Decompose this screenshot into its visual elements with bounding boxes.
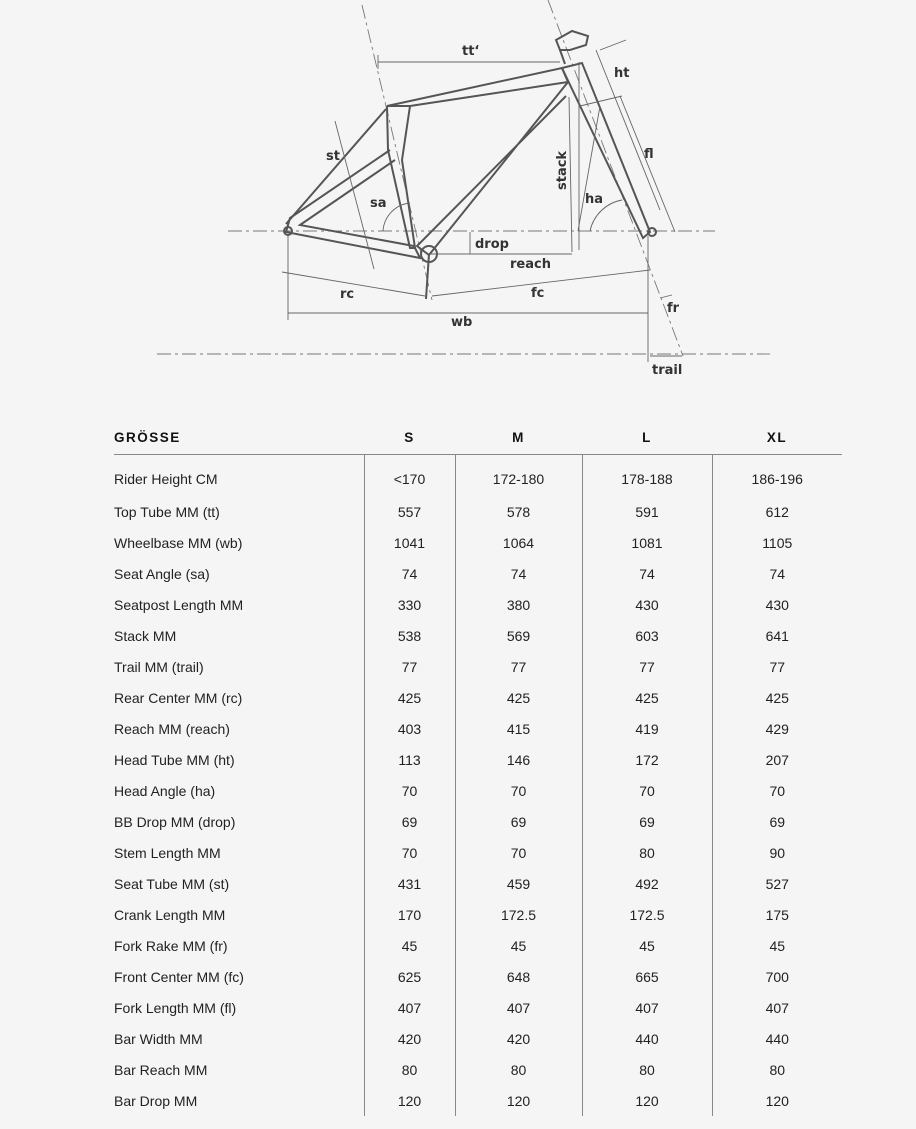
value-cell: 380 xyxy=(455,589,582,620)
row-label: Stem Length MM xyxy=(114,837,364,868)
value-cell: 591 xyxy=(582,496,712,527)
table-row xyxy=(114,744,842,775)
label-ht: ht xyxy=(614,66,630,81)
value-cell: 74 xyxy=(582,558,712,589)
table-row xyxy=(114,651,842,682)
table-row xyxy=(114,589,842,620)
value-cell: 74 xyxy=(769,565,786,582)
value-cell: 77 xyxy=(582,651,712,682)
value-cell: 440 xyxy=(765,1030,789,1047)
header-m: M xyxy=(455,420,582,455)
value-cell: 407 xyxy=(364,992,455,1023)
value-cell: 431 xyxy=(364,868,455,899)
header-l: L xyxy=(582,420,712,455)
table-row xyxy=(114,1054,842,1085)
value-cell: 80 xyxy=(582,837,712,868)
label-fl: fl xyxy=(644,147,654,162)
value-cell: 120 xyxy=(582,1085,712,1116)
table-row xyxy=(114,558,842,589)
bike-geometry-diagram xyxy=(0,0,916,390)
table-row xyxy=(114,682,842,713)
value-cell: 430 xyxy=(582,589,712,620)
label-rc: rc xyxy=(340,287,355,302)
value-cell: 700 xyxy=(765,968,789,985)
value-cell: 538 xyxy=(364,620,455,651)
value-cell: 74 xyxy=(364,558,455,589)
value-cell: 70 xyxy=(364,837,455,868)
value-cell: 45 xyxy=(582,930,712,961)
value-cell: 425 xyxy=(364,682,455,713)
value-cell: <170 xyxy=(364,455,455,497)
label-fc: fc xyxy=(531,286,545,301)
label-sa: sa xyxy=(370,196,387,211)
value-cell: 440 xyxy=(582,1023,712,1054)
value-cell: 420 xyxy=(364,1023,455,1054)
row-label: Fork Rake MM (fr) xyxy=(114,930,364,961)
value-cell: 415 xyxy=(455,713,582,744)
value-cell: 527 xyxy=(765,875,789,892)
value-cell: 80 xyxy=(455,1054,582,1085)
value-cell: 625 xyxy=(364,961,455,992)
value-cell: 1064 xyxy=(455,527,582,558)
header-s: S xyxy=(364,420,455,455)
row-label: Head Angle (ha) xyxy=(114,775,364,806)
value-cell: 146 xyxy=(455,744,582,775)
table-row xyxy=(114,806,842,837)
value-cell: 120 xyxy=(765,1092,789,1109)
row-label: Seatpost Length MM xyxy=(114,589,364,620)
table-row xyxy=(114,1085,842,1116)
row-label: Stack MM xyxy=(114,620,364,651)
row-label: Bar Drop MM xyxy=(114,1085,364,1116)
row-label: Reach MM (reach) xyxy=(114,713,364,744)
value-cell: 459 xyxy=(455,868,582,899)
value-cell: 665 xyxy=(582,961,712,992)
value-cell: 492 xyxy=(582,868,712,899)
table-row xyxy=(114,899,842,930)
value-cell: 45 xyxy=(769,937,786,954)
label-wb: wb xyxy=(451,315,473,330)
value-cell: 70 xyxy=(455,837,582,868)
row-label: BB Drop MM (drop) xyxy=(114,806,364,837)
table-row xyxy=(114,930,842,961)
row-label: Rear Center MM (rc) xyxy=(114,682,364,713)
value-cell: 70 xyxy=(769,782,786,799)
value-cell: 1041 xyxy=(364,527,455,558)
value-cell: 170 xyxy=(364,899,455,930)
value-cell: 69 xyxy=(769,813,786,830)
value-cell: 90 xyxy=(769,844,786,861)
value-cell: 113 xyxy=(364,744,455,775)
value-cell: 186-196 xyxy=(751,470,803,487)
value-cell: 172.5 xyxy=(455,899,582,930)
value-cell: 603 xyxy=(582,620,712,651)
table-header-row xyxy=(114,420,842,455)
value-cell: 1105 xyxy=(762,534,793,551)
value-cell: 407 xyxy=(765,999,789,1016)
row-label: Head Tube MM (ht) xyxy=(114,744,364,775)
value-cell: 330 xyxy=(364,589,455,620)
row-label: Seat Angle (sa) xyxy=(114,558,364,589)
value-cell: 74 xyxy=(455,558,582,589)
value-cell: 69 xyxy=(582,806,712,837)
value-cell: 569 xyxy=(455,620,582,651)
value-cell: 419 xyxy=(582,713,712,744)
value-cell: 69 xyxy=(455,806,582,837)
value-cell: 429 xyxy=(765,720,789,737)
geometry-table xyxy=(114,420,842,1116)
value-cell: 641 xyxy=(765,627,789,644)
row-label: Bar Width MM xyxy=(114,1023,364,1054)
value-cell: 77 xyxy=(364,651,455,682)
dimension-lines xyxy=(282,40,682,362)
value-cell: 172.5 xyxy=(582,899,712,930)
label-trail: trail xyxy=(652,363,683,378)
row-label: Bar Reach MM xyxy=(114,1054,364,1085)
value-cell: 425 xyxy=(582,682,712,713)
value-cell: 70 xyxy=(582,775,712,806)
value-cell: 80 xyxy=(364,1054,455,1085)
value-cell: 407 xyxy=(582,992,712,1023)
value-cell: 69 xyxy=(364,806,455,837)
value-cell: 407 xyxy=(455,992,582,1023)
value-cell: 120 xyxy=(455,1085,582,1116)
value-cell: 648 xyxy=(455,961,582,992)
value-cell: 80 xyxy=(582,1054,712,1085)
value-cell: 70 xyxy=(364,775,455,806)
table-row xyxy=(114,620,842,651)
header-xl: XL xyxy=(712,420,842,455)
value-cell: 425 xyxy=(765,689,789,706)
row-label: Crank Length MM xyxy=(114,899,364,930)
label-tt: tt‘ xyxy=(462,44,480,59)
value-cell: 172 xyxy=(582,744,712,775)
value-cell: 425 xyxy=(455,682,582,713)
table-row xyxy=(114,868,842,899)
value-cell: 77 xyxy=(769,658,786,675)
row-label: Front Center MM (fc) xyxy=(114,961,364,992)
value-cell: 172-180 xyxy=(455,455,582,497)
value-cell: 178-188 xyxy=(582,455,712,497)
value-cell: 120 xyxy=(364,1085,455,1116)
value-cell: 430 xyxy=(765,596,789,613)
label-ha: ha xyxy=(585,192,604,207)
value-cell: 45 xyxy=(364,930,455,961)
row-label: Fork Length MM (fl) xyxy=(114,992,364,1023)
value-cell: 403 xyxy=(364,713,455,744)
row-label: Seat Tube MM (st) xyxy=(114,868,364,899)
row-label: Top Tube MM (tt) xyxy=(114,496,364,527)
value-cell: 77 xyxy=(455,651,582,682)
table-row xyxy=(114,1023,842,1054)
value-cell: 175 xyxy=(765,906,789,923)
table-row xyxy=(114,961,842,992)
value-cell: 70 xyxy=(455,775,582,806)
label-reach: reach xyxy=(510,257,551,272)
row-label: Wheelbase MM (wb) xyxy=(114,527,364,558)
table-row xyxy=(114,527,842,558)
value-cell: 207 xyxy=(765,751,789,768)
value-cell: 1081 xyxy=(582,527,712,558)
value-cell: 612 xyxy=(765,503,789,520)
table-row xyxy=(114,775,842,806)
row-label: Trail MM (trail) xyxy=(114,651,364,682)
label-drop: drop xyxy=(475,237,509,252)
table-row xyxy=(114,837,842,868)
bike-frame xyxy=(284,31,656,299)
row-label: Rider Height CM xyxy=(114,455,364,497)
header-size: GRÖSSE xyxy=(114,420,364,455)
table-row xyxy=(114,992,842,1023)
value-cell: 45 xyxy=(455,930,582,961)
table-row xyxy=(114,496,842,527)
table-row xyxy=(114,713,842,744)
value-cell: 80 xyxy=(769,1061,786,1078)
label-st: st xyxy=(326,149,340,164)
table-row xyxy=(114,455,842,497)
label-stack: stack xyxy=(555,150,570,190)
value-cell: 578 xyxy=(455,496,582,527)
value-cell: 420 xyxy=(455,1023,582,1054)
label-fr: fr xyxy=(667,301,680,316)
value-cell: 557 xyxy=(364,496,455,527)
